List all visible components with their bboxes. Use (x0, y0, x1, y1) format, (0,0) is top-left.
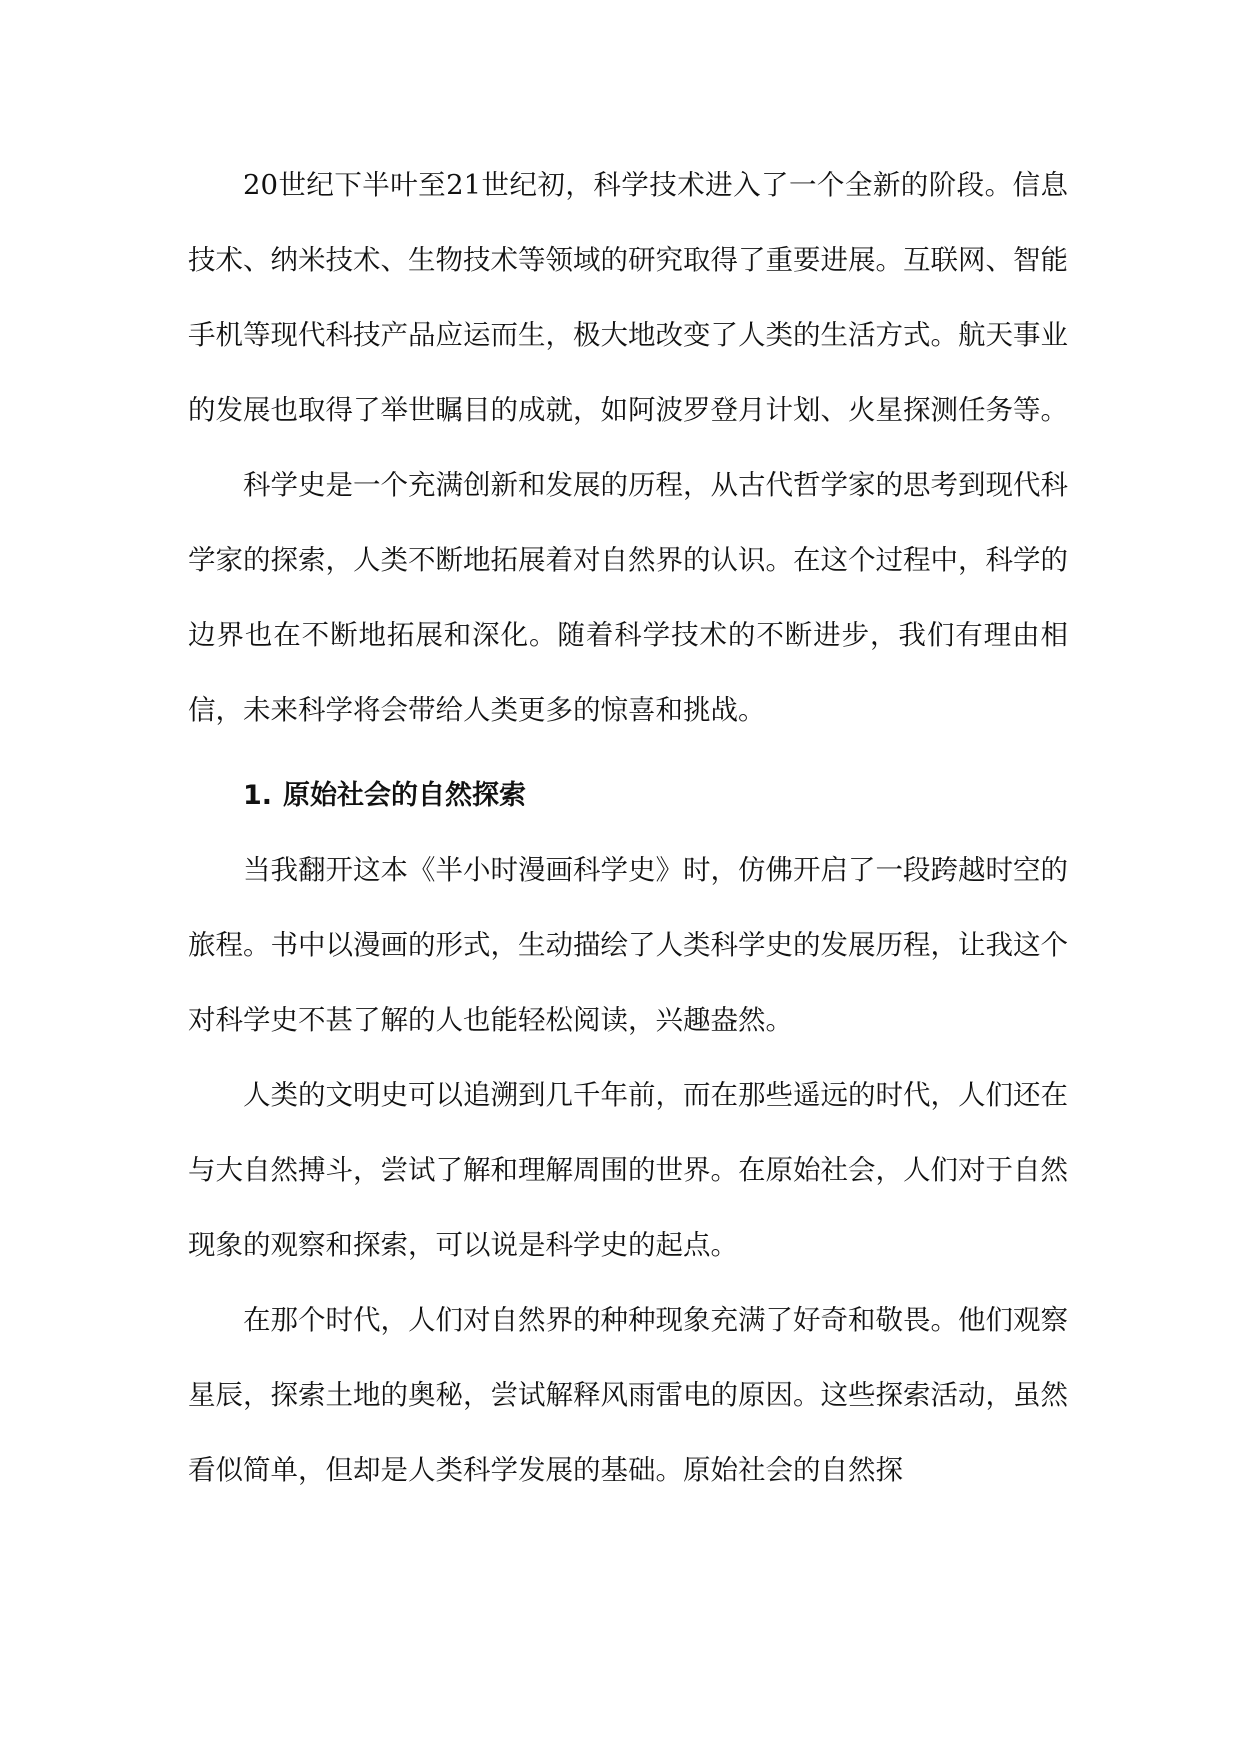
paragraph-science-history: 科学史是一个充满创新和发展的历程，从古代哲学家的思考到现代科学家的探索，人类不断地拓展着对自然界的认识。在这个过程中，科学的边界也在不断地拓展和深化。随着科学技术的不断进步，我们有理由相信，未来科学将会带给人类更多的惊喜和挑战。 (188, 469, 1068, 726)
paragraph-book-intro: 当我翻开这本《半小时漫画科学史》时，仿佛开启了一段跨越时空的旅程。书中以漫画的形式，生动描绘了人类科学史的发展历程，让我这个对科学史不甚了解的人也能轻松阅读，兴趣盎然。 (188, 854, 1068, 1036)
paragraph-primitive-exploration: 在那个时代，人们对自然界的种种现象充满了好奇和敬畏。他们观察星辰，探索土地的奥秘，尝试解释风雨雷电的原因。这些探索活动，虽然看似简单，但却是人类科学发展的基础。原始社会的自然探 (188, 1304, 1068, 1486)
document-body (188, 148, 1068, 1508)
section-title: 原始社会的自然探索 (283, 780, 526, 811)
paragraph-modern-science: 20世纪下半叶至21世纪初，科学技术进入了一个全新的阶段。信息技术、纳米技术、生物技术等领域的研究取得了重要进展。互联网、智能手机等现代科技产品应运而生，极大地改变了人类的生活方式。航天事业的发展也取得了举世瞩目的成就，如阿波罗登月计划、火星探测任务等。 (188, 169, 1068, 426)
section-heading (188, 758, 1068, 833)
paragraph-civilization: 人类的文明史可以追溯到几千年前，而在那些遥远的时代，人们还在与大自然搏斗，尝试了解和理解周围的世界。在原始社会，人们对于自然现象的观察和探索，可以说是科学史的起点。 (188, 1079, 1068, 1261)
section-number: 1. (243, 780, 273, 811)
